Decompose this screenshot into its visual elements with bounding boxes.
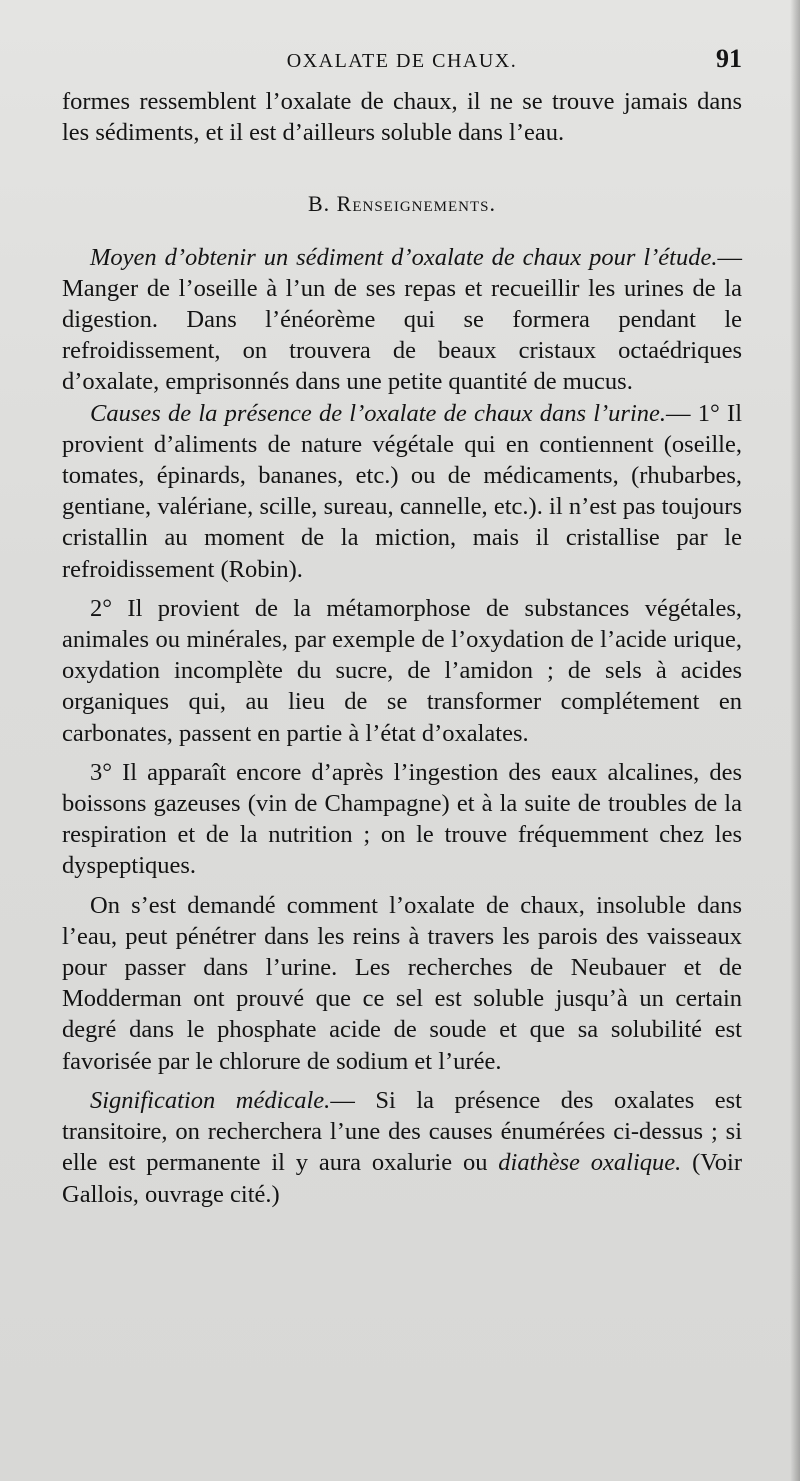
paragraph-causes <box>62 398 742 585</box>
section-heading: B. Renseignements. <box>307 191 496 217</box>
paragraph-medical-significance <box>62 1085 742 1210</box>
paragraph-continuation: formes ressemblent l’oxalate de chaux, il ne se trouve jamais dans les sédiments, et il est d’ailleurs soluble dans l’eau. <box>62 88 742 147</box>
page-body <box>62 86 742 1210</box>
page-number: 91 <box>716 44 742 73</box>
paragraph-cause-3: 3° Il apparaît encore d’après l’ingestion des eaux alcalines, des boissons gazeuses (vin de Champagne) et à la suite de troubles de la respiration et de la nutrition ; on le trouve fréquemment chez les dyspeptiques. <box>62 758 742 880</box>
paragraph-title: Moyen d’obtenir un sédiment d’oxalate de chaux pour l’étude. <box>90 243 718 271</box>
paragraph-text: — 1° Il provient d’aliments de nature végétale qui en contiennent (oseille, tomates, épinards, bananes, etc.) ou de médicaments, (rhubarbes, gentiane, valériane, scille, sureau, cannelle, etc.). il n’est pas toujours cristallin au moment de la miction, mais il cristallise par le refroidissement (Robin). <box>62 399 743 583</box>
emphasized-term: diathèse oxalique. <box>498 1149 682 1177</box>
paragraph-solubility: On s’est demandé comment l’oxalate de chaux, insoluble dans l’eau, peut pénétrer dans les reins à travers les parois des vaisseaux pour passer dans l’urine. Les recherches de Neubauer et de Modderman ont prouvé que ce sel est soluble jusqu’à un certain degré dans le phosphate acide de soude et que sa solubilité est favorisée par le chlorure de sodium et l’urée. <box>62 891 742 1075</box>
page-edge-shadow <box>790 0 800 1481</box>
paragraph-title: Causes de la présence de l’oxalate de chaux dans l’urine. <box>90 399 667 427</box>
running-head: OXALATE DE CHAUX. <box>286 50 518 72</box>
paragraph-text: — Si la présence des oxalates est transitoire, on recherchera l’une des causes énumérées ci-dessus ; si elle est permanente il y aura oxalurie ou <box>62 1086 742 1177</box>
paragraph-sediment-method <box>62 242 742 398</box>
paragraph-reference: (Voir Gallois, ouvrage cité.) <box>62 1149 743 1208</box>
paragraph-cause-2: 2° Il provient de la métamorphose de substances végétales, animales ou minérales, par exemple de l’oxydation de l’acide urique, oxydation incomplète du sucre, de l’amidon ; de sels à acides organiques qui, au lieu de se transformer complétement en carbonates, passent en partie à l’état d’oxalates. <box>62 594 742 747</box>
page-header <box>62 44 742 80</box>
paragraph-text: — Manger de l’oseille à l’un de ses repas et recueillir les urines de la digestion. Dans l’énéorème qui se formera pendant le refroidissement, on trouvera de beaux cristaux octaédriques d’oxalate, emprisonnés dans une petite quantité de mucus. <box>62 243 742 396</box>
paragraph-title: Signification médicale. <box>90 1086 331 1114</box>
